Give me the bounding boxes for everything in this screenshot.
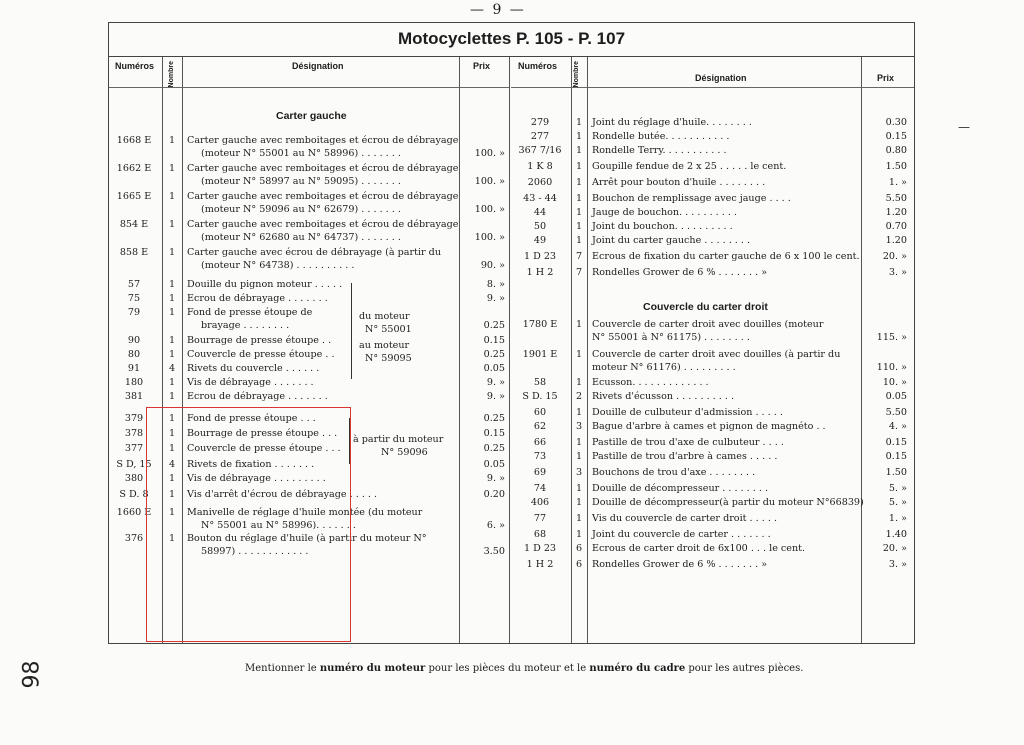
right-row-num: 62 <box>533 421 547 432</box>
left-row-qty: 1 <box>168 489 176 500</box>
right-row-designation: Douille de décompresseur(à partir du moteur N°66839) <box>592 497 864 508</box>
right-row-designation: Couvercle de carter droit avec douilles (à partir du <box>592 349 841 360</box>
right-row-price: 20. » <box>882 251 907 262</box>
right-row-price: 0.15 <box>885 451 907 462</box>
right-row-price: 3. » <box>888 559 907 570</box>
left-row-price: 0.25 <box>483 320 505 331</box>
right-row-price: 1. » <box>888 513 907 524</box>
right-row-price: 10. » <box>882 377 907 388</box>
footer-bold-2: numéro du cadre <box>589 663 686 674</box>
header-prix-right: Prix <box>877 73 895 83</box>
left-row-price: 100. » <box>474 176 505 187</box>
right-row-designation: Vis du couvercle de carter droit . . . . . <box>592 513 777 524</box>
right-row-qty: 1 <box>575 319 583 330</box>
left-row-designation-cont: (moteur N° 58997 au N° 59095) . . . . . . . <box>201 176 401 187</box>
left-row-designation: Bouton du réglage d'huile (à partir du moteur N° <box>187 533 427 544</box>
left-row-designation-cont: (moteur N° 64738) . . . . . . . . . . <box>201 260 355 271</box>
left-row-qty: 1 <box>168 377 176 388</box>
left-row-num: S D, 15 <box>116 459 152 470</box>
right-row-designation-cont: N° 55001 à N° 61175) . . . . . . . . <box>592 332 750 343</box>
right-row-price: 4. » <box>888 421 907 432</box>
top-page-mark: — 9 — <box>470 2 526 18</box>
brace-note-a1: du moteur <box>359 311 410 322</box>
right-row-price: 0.15 <box>885 437 907 448</box>
left-row-price: 0.05 <box>483 459 505 470</box>
right-row-designation: Douille de culbuteur d'admission . . . . . <box>592 407 783 418</box>
right-row-qty: 1 <box>575 451 583 462</box>
right-row-qty: 7 <box>575 251 583 262</box>
left-row-designation-cont: (moteur N° 55001 au N° 58996) . . . . . . . <box>201 148 401 159</box>
left-row-designation: Ecrou de débrayage . . . . . . . <box>187 293 328 304</box>
right-row-designation: Douille de décompresseur . . . . . . . . <box>592 483 768 494</box>
left-row-qty: 1 <box>168 349 176 360</box>
left-row-num: 79 <box>127 307 141 318</box>
handwritten-page-number: 98 <box>19 660 45 689</box>
left-row-price: 9. » <box>486 473 505 484</box>
right-row-qty: 1 <box>575 235 583 246</box>
left-row-designation: Carter gauche avec remboitages et écrou de débrayage <box>187 191 459 202</box>
right-row-qty: 1 <box>575 161 583 172</box>
header-designation-right: Désignation <box>695 73 747 83</box>
left-row-price: 9. » <box>486 293 505 304</box>
right-row-price: 1.50 <box>885 161 907 172</box>
right-row-num: 74 <box>533 483 547 494</box>
left-row-num: 80 <box>127 349 141 360</box>
right-row-price: 0.80 <box>885 145 907 156</box>
right-row-designation: Pastille de trou d'axe de culbuteur . . . . <box>592 437 784 448</box>
left-row-num: 180 <box>124 377 144 388</box>
right-row-price: 20. » <box>882 543 907 554</box>
header-nombre-left: Nombre <box>168 61 175 88</box>
brace-note-a2: N° 55001 <box>365 324 412 335</box>
left-row-price: 8. » <box>486 279 505 290</box>
left-row-num: 91 <box>127 363 141 374</box>
left-row-qty: 1 <box>168 293 176 304</box>
left-row-num: S D. 8 <box>119 489 149 500</box>
header-numeros-left: Numéros <box>115 61 155 71</box>
left-row-num: 381 <box>124 391 144 402</box>
left-row-designation-cont: brayage . . . . . . . . <box>201 320 290 331</box>
right-row-price: 110. » <box>876 362 907 373</box>
header-numeros-right: Numéros <box>518 61 558 71</box>
left-row-designation-cont: (moteur N° 59096 au N° 62679) . . . . . . . <box>201 204 401 215</box>
left-row-price: 0.15 <box>483 335 505 346</box>
right-row-designation: Bouchon de remplissage avec jauge . . . . <box>592 193 791 204</box>
left-row-price: 0.05 <box>483 363 505 374</box>
right-row-price: 5. » <box>888 497 907 508</box>
right-row-price: 0.30 <box>885 117 907 128</box>
right-row-qty: 1 <box>575 377 583 388</box>
right-row-designation: Joint du bouchon. . . . . . . . . . <box>592 221 733 232</box>
left-row-designation: Vis de débrayage . . . . . . . <box>187 377 314 388</box>
left-row-price: 9. » <box>486 391 505 402</box>
left-row-num: 90 <box>127 335 141 346</box>
left-row-price: 0.25 <box>483 413 505 424</box>
left-row-price: 90. » <box>480 260 505 271</box>
right-row-num: 1 D 23 <box>523 251 557 262</box>
left-row-qty: 1 <box>168 507 176 518</box>
red-highlight-box <box>146 407 351 642</box>
right-row-num: 1 D 23 <box>523 543 557 554</box>
left-row-price: 100. » <box>474 148 505 159</box>
right-row-qty: 1 <box>575 407 583 418</box>
right-row-num: 49 <box>533 235 547 246</box>
right-row-qty: 1 <box>575 221 583 232</box>
footer-text-1: Mentionner le <box>245 663 320 674</box>
right-row-designation: Arrêt pour bouton d'huile . . . . . . . . <box>592 177 766 188</box>
left-row-num: 75 <box>127 293 141 304</box>
footer-note <box>245 663 803 674</box>
left-row-designation: Rivets du couvercle . . . . . . <box>187 363 320 374</box>
right-row-qty: 1 <box>575 437 583 448</box>
right-row-num: 60 <box>533 407 547 418</box>
right-row-price: 5.50 <box>885 193 907 204</box>
left-row-qty: 1 <box>168 391 176 402</box>
right-row-num: 1 H 2 <box>526 559 554 570</box>
left-row-price: 0.25 <box>483 349 505 360</box>
left-row-designation: Rivets de fixation . . . . . . . <box>187 459 315 470</box>
right-row-designation: Joint du carter gauche . . . . . . . . <box>592 235 751 246</box>
col-line <box>587 57 588 643</box>
left-row-qty: 1 <box>168 135 176 146</box>
right-row-designation: Rondelle Terry. . . . . . . . . . . <box>592 145 727 156</box>
margin-tick: — <box>958 120 970 134</box>
brace-note-b2: N° 59096 <box>381 447 428 458</box>
left-row-price: 6. » <box>486 520 505 531</box>
right-row-qty: 1 <box>575 117 583 128</box>
right-row-designation: Joint du réglage d'huile. . . . . . . . <box>592 117 752 128</box>
right-row-num: 68 <box>533 529 547 540</box>
right-row-designation: Pastille de trou d'arbre à cames . . . . . <box>592 451 778 462</box>
left-row-designation: Carter gauche avec remboitages et écrou de débrayage <box>187 163 459 174</box>
left-row-qty: 1 <box>168 247 176 258</box>
right-row-price: 5.50 <box>885 407 907 418</box>
left-row-qty: 1 <box>168 428 176 439</box>
left-row-designation: Fond de presse étoupe . . . <box>187 413 316 424</box>
left-row-num: 376 <box>124 533 144 544</box>
right-row-qty: 1 <box>575 207 583 218</box>
left-row-num: 1668 E <box>116 135 152 146</box>
left-row-qty: 1 <box>168 533 176 544</box>
right-row-qty: 1 <box>575 145 583 156</box>
right-row-num: 367 7/16 <box>518 145 562 156</box>
left-row-qty: 1 <box>168 163 176 174</box>
left-row-price: 0.20 <box>483 489 505 500</box>
left-row-designation: Manivelle de réglage d'huile montée (du moteur <box>187 507 423 518</box>
left-row-price: 0.15 <box>483 428 505 439</box>
right-row-designation-cont: moteur N° 61176) . . . . . . . . . <box>592 362 736 373</box>
right-row-price: 115. » <box>876 332 907 343</box>
right-row-qty: 1 <box>575 497 583 508</box>
right-row-designation: Jauge de bouchon. . . . . . . . . . <box>592 207 738 218</box>
right-row-num: 77 <box>533 513 547 524</box>
left-row-qty: 1 <box>168 335 176 346</box>
right-row-designation: Ecusson. . . . . . . . . . . . . <box>592 377 709 388</box>
left-row-designation: Carter gauche avec remboitages et écrou de débrayage <box>187 219 459 230</box>
right-row-designation: Bague d'arbre à cames et pignon de magnéto . . <box>592 421 826 432</box>
left-row-designation: Carter gauche avec écrou de débrayage (à partir du <box>187 247 441 258</box>
left-row-designation: Bourrage de presse étoupe . . <box>187 335 332 346</box>
section-title-couvercle-droit: Couvercle du carter droit <box>643 301 768 313</box>
right-row-num: 406 <box>530 497 550 508</box>
left-row-price: 9. » <box>486 377 505 388</box>
right-row-price: 0.05 <box>885 391 907 402</box>
right-row-num: 1 H 2 <box>526 267 554 278</box>
left-row-num: 380 <box>124 473 144 484</box>
left-row-num: 377 <box>124 443 144 454</box>
right-row-qty: 3 <box>575 421 583 432</box>
right-row-designation: Bouchons de trou d'axe . . . . . . . . <box>592 467 756 478</box>
header-divider-right <box>511 87 914 88</box>
col-line <box>861 57 862 643</box>
right-row-qty: 6 <box>575 559 583 570</box>
right-row-price: 1.50 <box>885 467 907 478</box>
section-title-carter-gauche: Carter gauche <box>276 110 347 122</box>
left-row-qty: 1 <box>168 219 176 230</box>
right-row-qty: 2 <box>575 391 583 402</box>
right-row-num: 50 <box>533 221 547 232</box>
left-row-num: 378 <box>124 428 144 439</box>
right-row-qty: 1 <box>575 131 583 142</box>
page-title: Motocyclettes P. 105 - P. 107 <box>397 29 626 48</box>
header-prix-left: Prix <box>473 61 491 71</box>
right-row-qty: 6 <box>575 543 583 554</box>
right-row-designation: Couvercle de carter droit avec douilles (moteur <box>592 319 824 330</box>
right-row-num: 1780 E <box>522 319 558 330</box>
right-row-num: S D. 15 <box>522 391 558 402</box>
left-row-qty: 4 <box>168 459 176 470</box>
left-row-num: 1665 E <box>116 191 152 202</box>
right-row-price: 1. » <box>888 177 907 188</box>
right-row-qty: 1 <box>575 513 583 524</box>
right-row-num: 1 K 8 <box>527 161 553 172</box>
footer-text-2: pour les pièces du moteur et le <box>425 663 590 674</box>
right-row-price: 5. » <box>888 483 907 494</box>
left-row-qty: 1 <box>168 473 176 484</box>
right-row-qty: 3 <box>575 467 583 478</box>
right-row-designation: Ecrous de carter droit de 6x100 . . . le cent. <box>592 543 806 554</box>
right-row-qty: 1 <box>575 483 583 494</box>
right-row-designation: Rondelle butée. . . . . . . . . . . <box>592 131 730 142</box>
left-row-num: 854 E <box>119 219 149 230</box>
brace-note-b1: à partir du moteur <box>353 434 444 445</box>
right-row-num: 66 <box>533 437 547 448</box>
left-row-num: 379 <box>124 413 144 424</box>
left-row-designation-cont: 58997) . . . . . . . . . . . . <box>201 546 309 557</box>
brace-group-a <box>351 283 352 379</box>
left-row-num: 57 <box>127 279 141 290</box>
right-row-qty: 1 <box>575 193 583 204</box>
left-row-designation: Ecrou de débrayage . . . . . . . <box>187 391 328 402</box>
right-row-price: 1.20 <box>885 235 907 246</box>
left-row-designation: Vis d'arrêt d'écrou de débrayage . . . . . <box>187 489 378 500</box>
right-row-qty: 1 <box>575 529 583 540</box>
right-row-designation: Joint du couvercle de carter . . . . . . . <box>592 529 771 540</box>
left-row-num: 1660 E <box>116 507 152 518</box>
right-row-num: 69 <box>533 467 547 478</box>
left-row-price: 0.25 <box>483 443 505 454</box>
left-row-qty: 1 <box>168 191 176 202</box>
footer-bold-1: numéro du moteur <box>319 663 426 674</box>
left-row-designation: Douille du pignon moteur . . . . . <box>187 279 343 290</box>
header-designation-left: Désignation <box>292 61 344 71</box>
right-row-num: 73 <box>533 451 547 462</box>
col-line <box>509 57 510 643</box>
right-row-price: 1.20 <box>885 207 907 218</box>
left-row-qty: 4 <box>168 363 176 374</box>
right-row-qty: 7 <box>575 267 583 278</box>
left-row-qty: 1 <box>168 443 176 454</box>
left-row-designation-cont: (moteur N° 62680 au N° 64737) . . . . . . . <box>201 232 401 243</box>
left-row-designation: Bourrage de presse étoupe . . . <box>187 428 338 439</box>
brace-note-a4: N° 59095 <box>365 353 412 364</box>
left-row-num: 858 E <box>119 247 149 258</box>
right-row-qty: 1 <box>575 177 583 188</box>
right-row-qty: 1 <box>575 349 583 360</box>
left-row-qty: 1 <box>168 413 176 424</box>
right-row-designation: Rivets d'écusson . . . . . . . . . . <box>592 391 735 402</box>
left-row-price: 100. » <box>474 232 505 243</box>
left-row-designation: Couvercle de presse étoupe . . <box>187 349 335 360</box>
header-nombre-right: Nombre <box>573 61 580 88</box>
right-row-price: 0.15 <box>885 131 907 142</box>
right-row-num: 44 <box>533 207 547 218</box>
footer-text-3: pour les autres pièces. <box>685 663 804 674</box>
right-row-num: 277 <box>530 131 550 142</box>
right-row-designation: Goupille fendue de 2 x 25 . . . . . le cent. <box>592 161 787 172</box>
right-row-designation: Rondelles Grower de 6 % . . . . . . . » <box>592 267 768 278</box>
right-row-price: 0.70 <box>885 221 907 232</box>
left-row-designation: Carter gauche avec remboitages et écrou de débrayage <box>187 135 459 146</box>
right-row-num: 279 <box>530 117 550 128</box>
right-row-num: 2060 <box>527 177 553 188</box>
left-row-price: 3.50 <box>483 546 505 557</box>
brace-note-a3: au moteur <box>359 340 410 351</box>
left-row-designation: Vis de débrayage . . . . . . . . . <box>187 473 326 484</box>
right-row-num: 43 - 44 <box>523 193 557 204</box>
right-row-designation: Ecrous de fixation du carter gauche de 6 x 100 le cent. <box>592 251 860 262</box>
left-row-qty: 1 <box>168 307 176 318</box>
right-row-num: 1901 E <box>522 349 558 360</box>
right-row-price: 1.40 <box>885 529 907 540</box>
left-row-designation: Fond de presse étoupe de <box>187 307 313 318</box>
right-row-designation: Rondelles Grower de 6 % . . . . . . . » <box>592 559 768 570</box>
left-row-designation: Couvercle de presse étoupe . . . <box>187 443 341 454</box>
left-row-qty: 1 <box>168 279 176 290</box>
title-divider <box>109 56 914 57</box>
left-row-num: 1662 E <box>116 163 152 174</box>
right-row-num: 58 <box>533 377 547 388</box>
right-row-price: 3. » <box>888 267 907 278</box>
left-row-designation-cont: N° 55001 au N° 58996). . . . . . . <box>201 520 356 531</box>
left-row-price: 100. » <box>474 204 505 215</box>
